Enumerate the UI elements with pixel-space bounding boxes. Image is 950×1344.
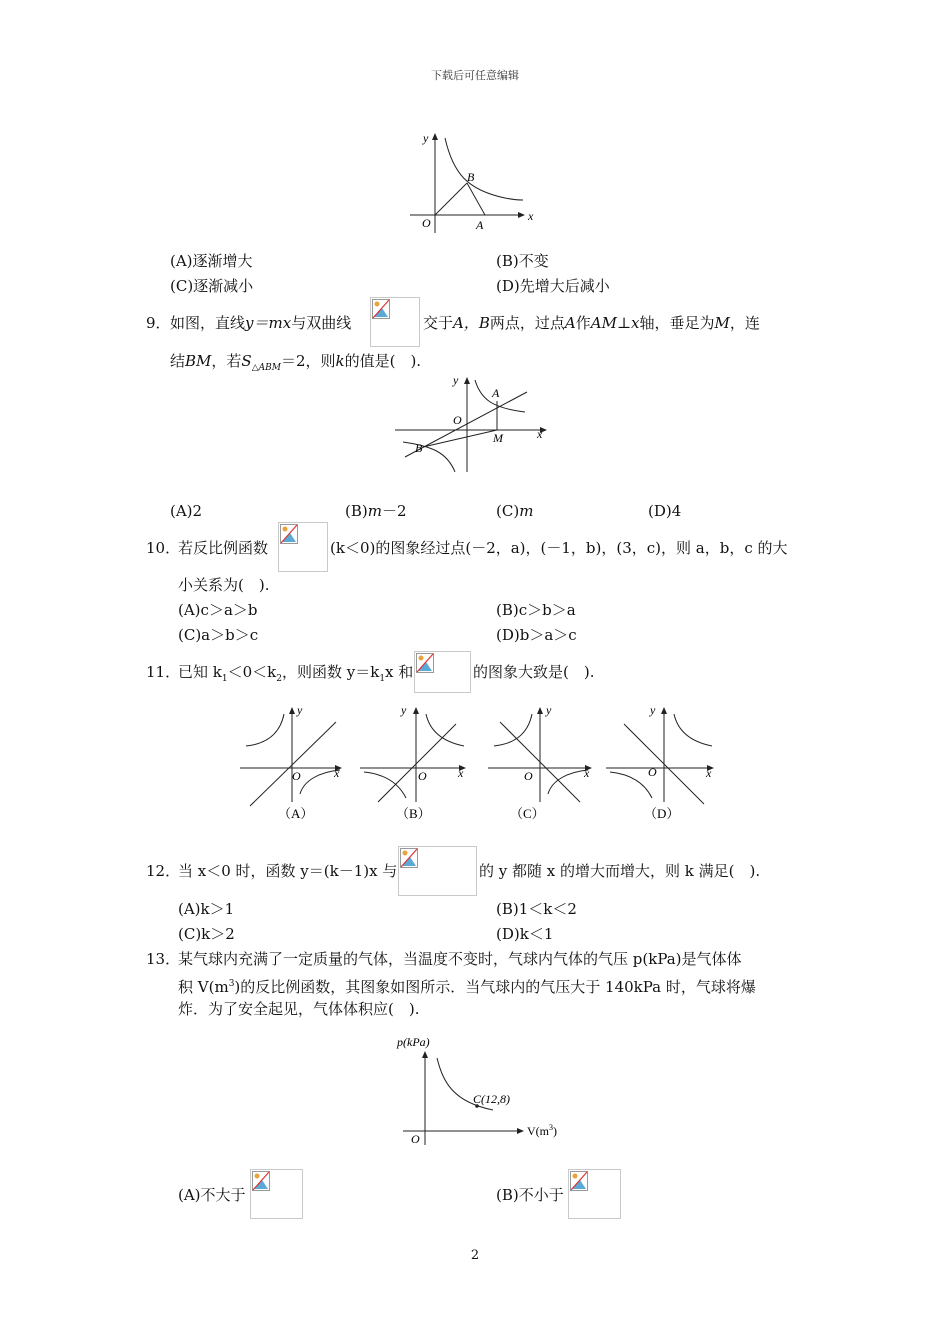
q10-line1-part1: 若反比例函数: [178, 539, 269, 557]
q9-y-label: y: [453, 373, 459, 387]
q8-point-a-label: A: [476, 218, 484, 232]
q13-point-c-label: C(12,8): [473, 1092, 510, 1106]
q12-choice-b: (B)1＜k＜2: [496, 900, 577, 918]
q9-origin-label: O: [453, 413, 462, 427]
q11b-x-label: x: [458, 766, 464, 780]
q11c-caption: （C）: [510, 806, 545, 821]
q10-line2: 小关系为( ).: [178, 576, 270, 594]
q13-y-label: p(kPa): [397, 1035, 430, 1049]
q8-choice-d: (D)先增大后减小: [496, 277, 610, 295]
q13-line2: 积 $V(m^3)$的反比例函数，其图象如图所示．当气球内的气压大于 140kPa 时，气球将爆: [178, 978, 756, 996]
q12-formula-image: [398, 846, 477, 896]
q9-choice-c: (C)m: [496, 502, 534, 520]
q8-choice-a: (A)逐渐增大: [170, 252, 253, 270]
q9-line1-part2: 交于A，B两点，过点A作AM⊥x轴，垂足为M，连: [423, 314, 760, 332]
q12-line1-part2: 的 y 都随 x 的增大而增大，则 k 满足( ).: [479, 862, 761, 880]
q13-x-label: $V(m^3)$: [527, 1123, 557, 1138]
q9-choice-b: (B)m－2: [345, 502, 407, 520]
q11a-y-label: y: [297, 703, 303, 717]
q11-number: 11．: [146, 663, 181, 681]
q11c-x-label: x: [584, 766, 590, 780]
q8-choice-c: (C)逐渐减小: [170, 277, 254, 295]
q11c-origin-label: O: [524, 769, 533, 783]
q10-choice-a: (A)c＞a＞b: [178, 601, 258, 619]
q11-line1-part2: 的图象大致是( ).: [473, 663, 595, 681]
q9-hyperbola-figure: [395, 372, 555, 477]
q8-point-b-label: B: [467, 170, 475, 184]
q9-point-m-label: M: [493, 431, 503, 445]
q11d-origin-label: O: [648, 765, 657, 779]
q11-graph-d: [602, 702, 720, 827]
q10-line1-part2: (k＜0)的图象经过点(－2，a)，(－1，b)，(3，c)，则 a，b，c 的大: [330, 539, 788, 557]
q13-origin-label: O: [411, 1132, 420, 1146]
q10-choice-d: (D)b＞a＞c: [496, 626, 577, 644]
q11c-y-label: y: [546, 703, 552, 717]
q12-choice-c: (C)k＞2: [178, 925, 235, 943]
q13-choice-a: (A)不大于: [178, 1186, 246, 1204]
q9-formula-image: [370, 297, 420, 347]
q9-x-label: x: [537, 427, 543, 441]
q13-choice-b: (B)不小于: [496, 1186, 564, 1204]
q13-line3: 炸．为了安全起见，气体体积应( ).: [178, 1000, 420, 1018]
q9-choice-d: (D)4: [648, 502, 682, 520]
q11d-y-label: y: [650, 703, 656, 717]
q9-point-a-label: A: [492, 386, 500, 400]
q9-number: 9．: [146, 314, 171, 332]
q8-x-label: x: [528, 209, 534, 223]
broken-image-icon: [416, 653, 434, 673]
q11d-caption: （D）: [644, 806, 680, 821]
q11b-caption: （B）: [396, 806, 431, 821]
q11-graph-c: [484, 702, 598, 827]
q9-line2: 结BM，若$S_{\triangle ABM}=2$，则k的值是( ).: [170, 352, 422, 373]
q11a-x-label: x: [334, 766, 340, 780]
page-number: 2: [470, 1248, 480, 1263]
q13-number: 13．: [146, 950, 181, 968]
q11-formula-image: [414, 651, 471, 693]
q8-hyperbola-figure: [405, 128, 535, 238]
q10-choice-b: (B)c＞b＞a: [496, 601, 576, 619]
q10-formula-image: [278, 522, 328, 572]
q8-origin-label: O: [422, 216, 431, 230]
q13-pressure-volume-figure: [393, 1030, 568, 1150]
q8-choice-b: (B)不变: [496, 252, 549, 270]
q10-choice-c: (C)a＞b＞c: [178, 626, 259, 644]
q11-graph-b: [356, 702, 472, 827]
q11a-origin-label: O: [292, 769, 301, 783]
q13-choice-a-image: [250, 1169, 303, 1219]
q13-line1: 某气球内充满了一定质量的气体，当温度不变时，气球内气体的气压 p(kPa)是气体体: [178, 950, 742, 968]
q12-choice-a: (A)k＞1: [178, 900, 235, 918]
q11-graph-a: [236, 702, 348, 827]
q12-choice-d: (D)k＜1: [496, 925, 554, 943]
q12-number: 12．: [146, 862, 181, 880]
q9-line1-part1: 如图，直线y＝mx与双曲线: [170, 314, 352, 332]
broken-image-icon: [400, 848, 418, 868]
q13-choice-b-image: [568, 1169, 621, 1219]
q11b-origin-label: O: [418, 769, 427, 783]
page-header: 下载后可任意编辑: [431, 69, 519, 82]
q10-number: 10．: [146, 539, 181, 557]
q11a-caption: （A）: [278, 806, 314, 821]
broken-image-icon: [372, 299, 390, 319]
q11d-x-label: x: [706, 766, 712, 780]
q9-point-b-label: B: [415, 441, 423, 455]
q8-y-label: y: [423, 131, 429, 145]
q12-line1-part1: 当 x＜0 时，函数 y＝(k－1)x 与: [178, 862, 398, 880]
q11-line1-part1: 已知 $k_1<0<k_2$，则函数 $y=k_1x$ 和: [178, 663, 414, 684]
q9-choice-a: (A)2: [170, 502, 203, 520]
broken-image-icon: [570, 1171, 588, 1191]
broken-image-icon: [280, 524, 298, 544]
broken-image-icon: [252, 1171, 270, 1191]
q11b-y-label: y: [401, 703, 407, 717]
